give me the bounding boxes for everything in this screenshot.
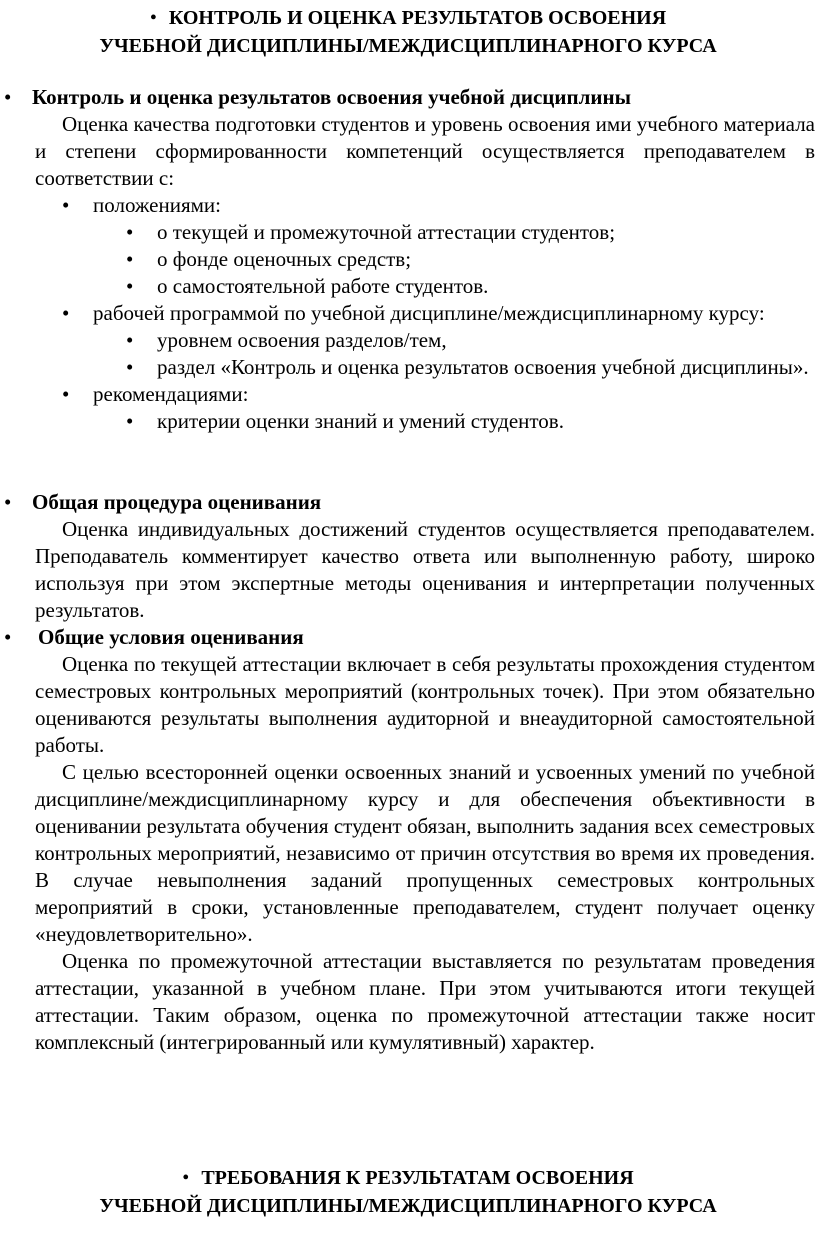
paragraph: С целью всесторонней оценки освоенных знаний и усвоенных умений по учебной дисциплине/междисциплинарному курсу и для обеспечения объективности в оценивании результата обучения студент обязан, выполнить задания всех семестровых контрольных мероприятий, независимо от причин отсутствия во время их проведения. В случае невыполнения заданий пропущенных семестровых контрольных мероприятий в сроки, установленные преподавателем, студент получает оценку «неудовлетворительно».: [35, 760, 815, 946]
list-item: • критерии оценки знаний и умений студентов.: [126, 409, 564, 433]
bullet-list-level-1: [0, 192, 815, 435]
document-title: [0, 4, 816, 60]
section-procedure-text: [35, 516, 815, 624]
list-item: • положениями:: [62, 193, 221, 217]
bullet-icon: •: [4, 490, 12, 514]
bullet-icon: •: [126, 220, 134, 244]
next-section-title-line-2: УЧЕБНОЙ ДИСЦИПЛИНЫ/МЕЖДИСЦИПЛИНАРНОГО КУРСА: [99, 1195, 717, 1217]
list-item: • о фонде оценочных средств;: [126, 247, 412, 271]
title-bullet-icon: •: [182, 1167, 190, 1189]
document-title-line-2: УЧЕБНОЙ ДИСЦИПЛИНЫ/МЕЖДИСЦИПЛИНАРНОГО КУРСА: [99, 35, 717, 57]
paragraph: Оценка индивидуальных достижений студентов осуществляется преподавателем. Преподаватель комментирует качество ответа или выполненную работу, широко используя при этом экспертные методы оценивания и интерпретации полученных результатов.: [35, 517, 815, 622]
bullet-icon: •: [62, 301, 70, 325]
list-item: • рекомендациями:: [62, 382, 249, 406]
section-heading: • Контроль и оценка результатов освоения учебной дисциплины: [4, 85, 631, 109]
next-section-title: [0, 1164, 816, 1220]
bullet-icon: •: [62, 193, 70, 217]
list-item: • рабочей программой по учебной дисциплине/междисциплинарному курсу:: [62, 301, 765, 325]
section-assessment-conditions: [0, 624, 816, 651]
section-conditions-text: [35, 651, 815, 1056]
next-section-title-line-1: • ТРЕБОВАНИЯ К РЕЗУЛЬТАТАМ ОСВОЕНИЯ: [0, 1164, 816, 1192]
paragraph: Оценка по текущей аттестации включает в себя результаты прохождения студентом семестровых контрольных мероприятий (контрольных точек). При этом обязательно оцениваются результаты выполнения аудиторной и внеаудиторной самостоятельной работы.: [35, 652, 815, 757]
paragraph: Оценка по промежуточной аттестации выставляется по результатам проведения аттестации, указанной в учебном плане. При этом учитываются итоги текущей аттестации. Таким образом, оценка по промежуточной аттестации также носит комплексный (интегрированный или кумулятивный) характер.: [35, 949, 815, 1054]
list-item: • о самостоятельной работе студентов.: [126, 274, 489, 298]
section-heading: • Общая процедура оценивания: [4, 490, 322, 514]
list-item: • уровнем освоения разделов/тем,: [126, 328, 447, 352]
bullet-icon: •: [126, 274, 134, 298]
title-bullet-icon: •: [149, 7, 157, 29]
section-control-assessment: [0, 84, 816, 111]
bullet-icon: •: [4, 625, 12, 649]
section-assessment-procedure: [0, 489, 816, 516]
section-intro-block: [35, 111, 815, 192]
list-item: • о текущей и промежуточной аттестации студентов;: [126, 220, 616, 244]
document-title-line-1: • КОНТРОЛЬ И ОЦЕНКА РЕЗУЛЬТАТОВ ОСВОЕНИЯ: [0, 4, 816, 32]
bullet-icon: •: [4, 85, 12, 109]
bullet-icon: •: [126, 409, 134, 433]
bullet-icon: •: [126, 328, 134, 352]
paragraph: Оценка качества подготовки студентов и уровень освоения ими учебного материала и степени сформированности компетенций осуществляется преподавателем в соответствии с:: [35, 112, 815, 190]
bullet-icon: •: [62, 382, 70, 406]
bullet-icon: •: [126, 355, 134, 379]
bullet-icon: •: [126, 247, 134, 271]
list-item: • раздел «Контроль и оценка результатов освоения учебной дисциплины».: [126, 355, 809, 379]
section-heading: • Общие условия оценивания: [4, 625, 304, 649]
